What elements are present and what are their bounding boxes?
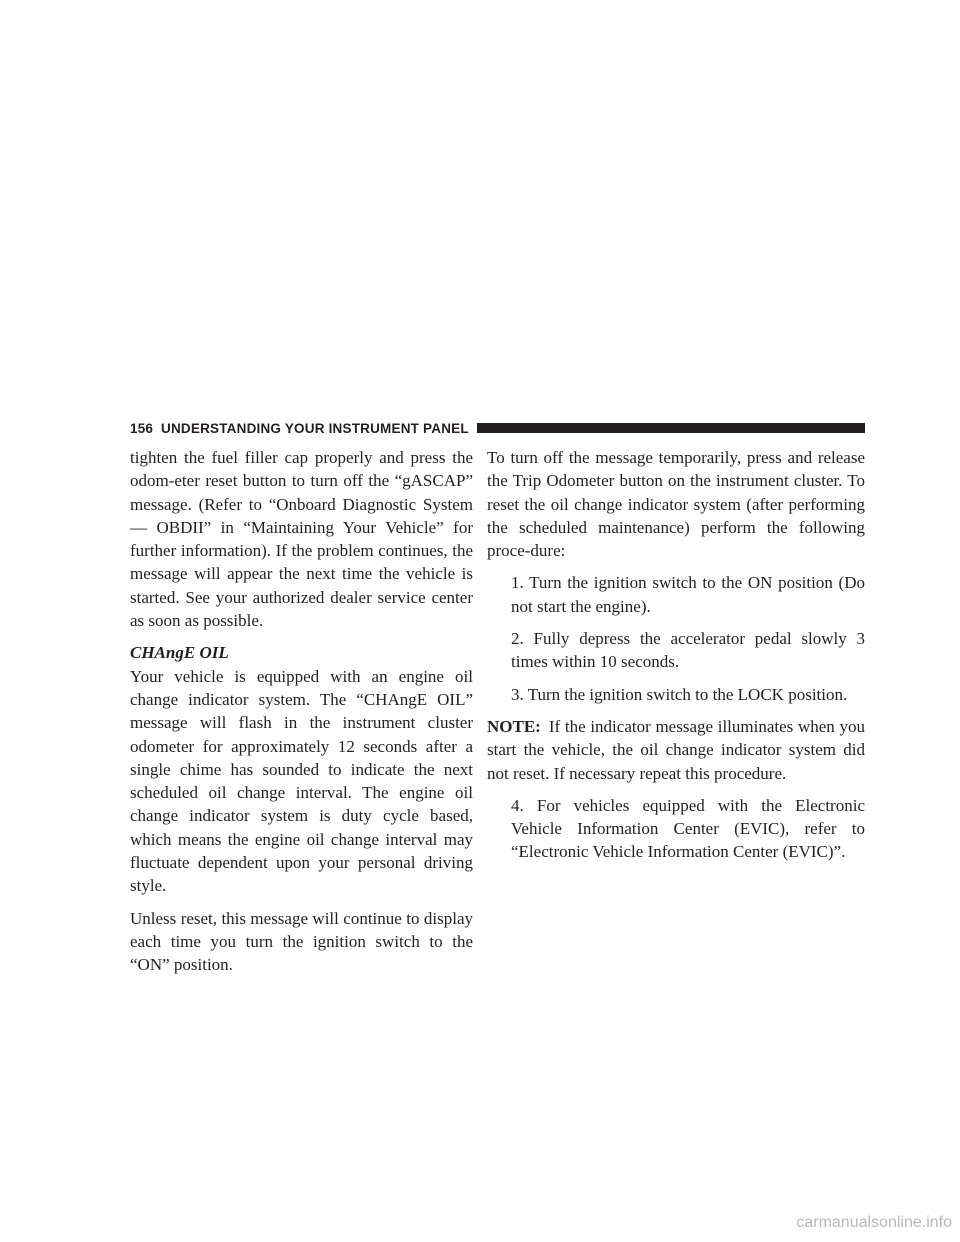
page-header: [130, 417, 865, 439]
header-rule: [477, 423, 865, 433]
right-column: [487, 446, 865, 873]
page-header-text: [130, 421, 469, 436]
change-oil-paragraph: Your vehicle is equipped with an engine oil change indicator system. The “CHAngE OIL” message will flash in the instrument cluster odometer for approximately 12 seconds after a single chime has sounded to indicate the next scheduled oil change interval. The engine oil change indicator system is duty cycle based, which means the engine oil change interval may fluctuate dependent upon your personal driving style.: [130, 666, 473, 896]
left-column: [130, 446, 473, 986]
step-3: 3. Turn the ignition switch to the LOCK position.: [511, 684, 848, 704]
step-4: 4. For vehicles equipped with the Electronic Vehicle Information Center (EVIC), refer to “Electronic Vehicle Information Center (EVIC)”.: [511, 795, 865, 862]
step-2: 2. Fully depress the accelerator pedal slowly 3 times within 10 seconds.: [511, 629, 865, 672]
intro-paragraph: To turn off the message temporarily, press and release the Trip Odometer button on the instrument cluster. To reset the oil change indicator system (after performing the scheduled maintenance) perform the following proce-dure:: [487, 448, 865, 561]
step-1: 1. Turn the ignition switch to the ON position (Do not start the engine).: [511, 573, 865, 616]
watermark-link[interactable]: carmanualsonline.info: [796, 1214, 952, 1231]
change-oil-heading: CHAngE OIL: [130, 643, 229, 663]
section-title: UNDERSTANDING YOUR INSTRUMENT PANEL: [161, 420, 469, 436]
gascap-paragraph: tighten the fuel filler cap properly and press the odom-eter reset button to turn off the “gASCAP” message. (Refer to “Onboard Diagnostic System — OBDII” in “Maintaining Your Vehicle” for further information). If the problem continues, the message will appear the next time the vehicle is started. See your authorized dealer service center as soon as possible.: [130, 448, 473, 631]
page-number: 156: [130, 420, 154, 436]
note-label: NOTE:: [487, 716, 541, 736]
reset-paragraph: Unless reset, this message will continue to display each time you turn the ignition switch to the “ON” position.: [130, 908, 473, 975]
note-paragraph: [487, 715, 865, 785]
note-text: If the indicator message illuminates when you start the vehicle, the oil change indicator system did not reset. If necessary repeat this procedure.: [487, 716, 865, 783]
